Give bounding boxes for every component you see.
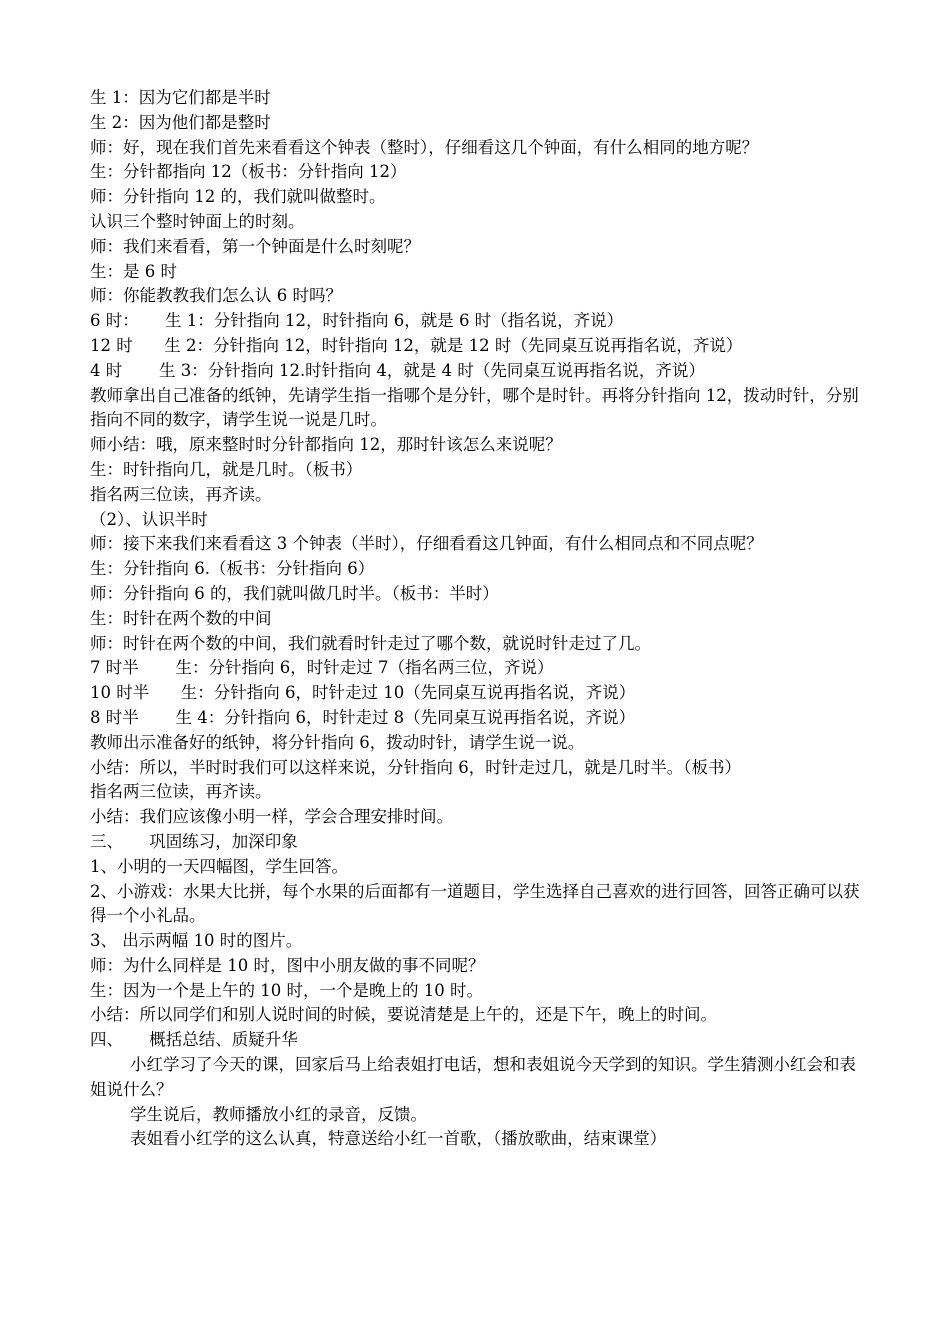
text-line: 学生说后，教师播放小红的录音，反馈。 — [130, 1104, 427, 1124]
text-line: 生 1：因为它们都是半时 — [90, 88, 271, 107]
text-line: 师：为什么同样是 10 时，图中小朋友做的事不同呢？ — [90, 955, 485, 975]
text-line: 师：好，现在我们首先来看看这个钟表（整时），仔细看这几个钟面，有什么相同的地方呢？ — [90, 137, 759, 157]
text-line: 小结：所以同学们和别人说时间的时候，要说清楚是上午的，还是下午，晚上的时间。 — [90, 1005, 717, 1025]
text-line: 教师出示准备好的纸钟，将分针指向 6，拨动时针，请学生说一说。 — [90, 732, 585, 752]
text-line: 指名两三位读，再齐读。 — [90, 484, 272, 504]
text-line: 师：分针指向 6 的，我们就叫做几时半。（板书：半时） — [90, 583, 499, 603]
text-line: 生：分针都指向 12（板书：分针指向 12） — [90, 162, 407, 182]
text-line: 4 时 生 3：分针指向 12.时针指向 4，就是 4 时（先同桌互说再指名说，齐说） — [90, 360, 705, 380]
text-line: 认识三个整时钟面上的时刻。 — [90, 211, 305, 231]
text-line: 3、 出示两幅 10 时的图片。 — [90, 931, 303, 951]
text-line: 小结：我们应该像小明一样，学会合理安排时间。 — [90, 807, 453, 827]
text-line: 师：你能教教我们怎么认 6 时吗？ — [90, 286, 342, 306]
text-line: 1、小明的一天四幅图，学生回答。 — [90, 856, 348, 876]
text-line: 小结：所以，半时时我们可以这样来说，分针指向 6，时针走过几，就是几时半。（板书） — [90, 757, 741, 777]
text-line: 生：是 6 时 — [90, 261, 177, 281]
text-line: 8 时半 生 4：分针指向 6，时针走过 8（先同桌互说再指名说，齐说） — [90, 707, 636, 727]
text-line: 6 时： 生 1：分针指向 12，时针指向 6，就是 6 时（指名说，齐说） — [90, 311, 624, 331]
text-line: 师：我们来看看，第一个钟面是什么时刻呢？ — [90, 236, 420, 256]
text-line: 师：时针在两个数的中间，我们就看时针走过了哪个数，就说时针走过了几。 — [90, 633, 651, 653]
text-line: 表姐看小红学的这么认真，特意送给小红一首歌，（播放歌曲，结束课堂） — [130, 1129, 667, 1149]
text-line: 生 2：因为他们都是整时 — [90, 112, 271, 132]
text-line: 12 时 生 2：分针指向 12，时针指向 12，就是 12 时（先同桌互说再指名说，齐说） — [90, 335, 743, 355]
text-line: 10 时半 生：分针指向 6，时针走过 10（先同桌互说再指名说，齐说） — [90, 683, 636, 703]
text-line: 生：时针在两个数的中间 — [90, 608, 272, 628]
text-line: 7 时半 生：分针指向 6，时针走过 7（指名两三位，齐说） — [90, 658, 554, 678]
text-line: 师：接下来我们来看看这 3 个钟表（半时），仔细看看这几钟面，有什么相同点和不同点呢？ — [90, 534, 763, 554]
document-page — [90, 86, 870, 1152]
section-heading: 四、 概括总结、质疑升华 — [90, 1030, 298, 1050]
text-line: 生：因为一个是上午的 10 时，一个是晚上的 10 时。 — [90, 980, 483, 1000]
section-heading: （2）、认识半时 — [90, 509, 208, 529]
text-paragraph: 教师拿出自己准备的纸钟，先请学生指一指哪个是分针，哪个是时针。再将分针指向 12，拨动时针，分别指向不同的数字，请学生说一说是几时。 — [90, 385, 859, 430]
text-paragraph: 小红学习了今天的课，回家后马上给表姐打电话，想和表姐说今天学到的知识。学生猜测小红会和表姐说什么？ — [90, 1055, 856, 1099]
text-line: 生：分针指向 6.（板书：分针指向 6） — [90, 559, 375, 579]
text-line: 指名两三位读，再齐读。 — [90, 782, 272, 802]
text-paragraph: 2、小游戏：水果大比拼，每个水果的后面都有一道题目，学生选择自己喜欢的进行回答，回答正确可以获得一个小礼品。 — [90, 881, 860, 926]
text-line: 师：分针指向 12 的，我们就叫做整时。 — [90, 187, 386, 207]
text-line: 生：时针指向几，就是几时。（板书） — [90, 459, 363, 479]
section-heading: 三、 巩固练习，加深印象 — [90, 831, 298, 851]
text-line: 师小结：哦，原来整时时分针都指向 12，那时针该怎么来说呢？ — [90, 435, 562, 455]
